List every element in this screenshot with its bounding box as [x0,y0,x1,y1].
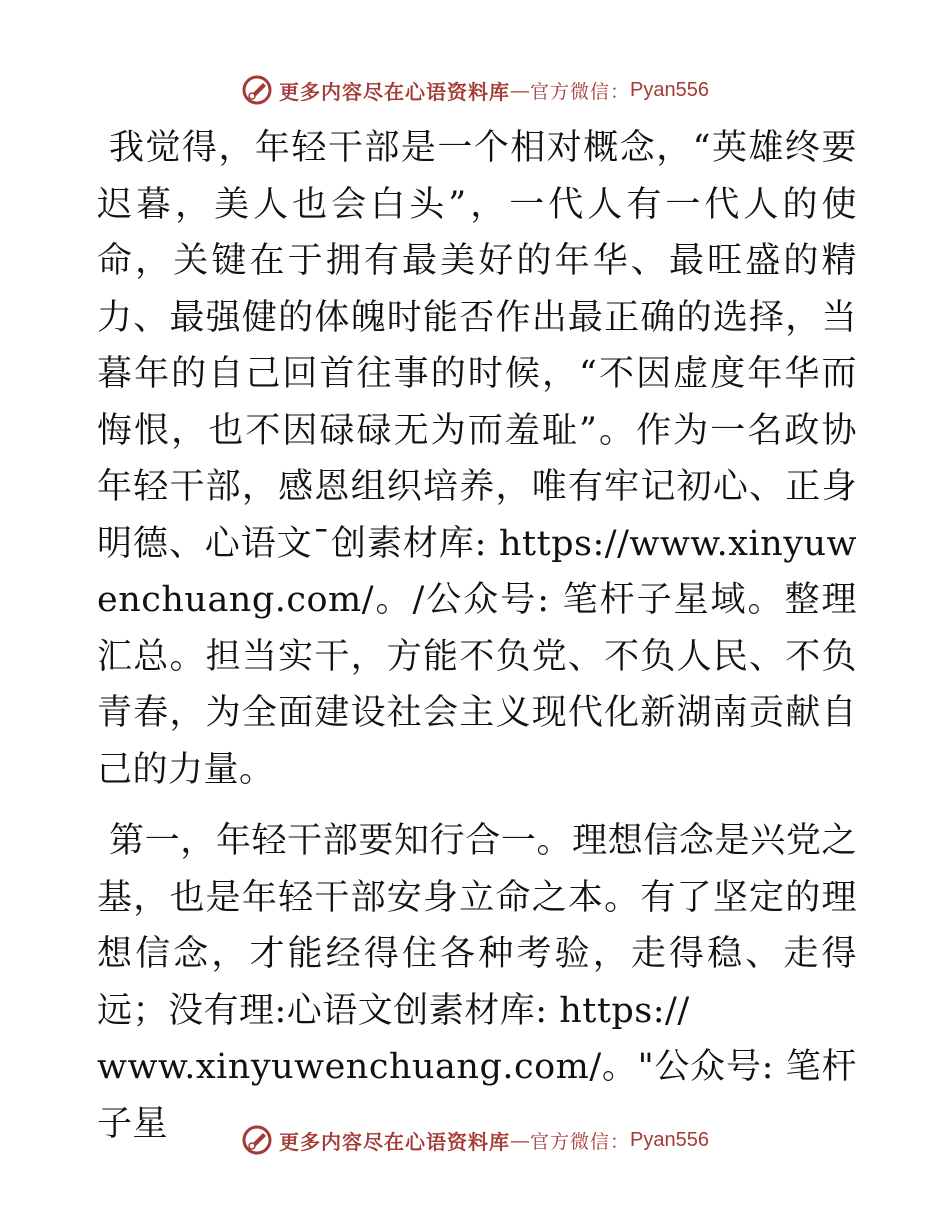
header-wechat-label: 官方微信： [530,80,631,103]
header-text: 更多内容尽在心语资料库 [279,79,510,104]
header-separator: — [510,78,530,102]
header-wechat-id: Pyan556 [630,78,709,101]
circle-brush-logo-icon [241,1124,273,1156]
paragraph-1: 我觉得，年轻干部是一个相对概念，“英雄终要迟暮，美人也会白头”，一代人有一代人的使命，关键在于拥有最美好的年华、最旺盛的精力、最强健的体魄时能否作出最正确的选择，当暮年的自己回首往事的时候，“不因虚度年华而悔恨，也不因碌碌无为而羞耻”。作为一名政协年轻干部，感恩组织培养，唯有牢记初心、正身明德、心语文¯创素材库: https://www.xinyuwenchuang.com/。/公众号: 笔杆子星域。整理汇总。担当实干，方能不负党、不负人民、不负青春，为全面建设社会主义现代化新湖南贡献自己的力量。 [97,128,857,790]
footer-wechat-id: Pyan556 [630,1128,709,1151]
footer-banner [0,1120,950,1160]
footer-text: 更多内容尽在心语资料库 [279,1129,510,1154]
header-banner [0,70,950,110]
document-body [97,120,857,1152]
circle-brush-logo-icon [241,74,273,106]
footer-wechat-label: 官方微信： [530,1130,631,1153]
paragraph-2 [97,813,857,1152]
paragraph-2-text: 第一，年轻干部要知行合一。理想信念是兴党之基，也是年轻干部安身立命之本。有了坚定的理想信念，才能经得住各种考验，走得稳、走得远；没有理:心语文创素材库: https:// www.xinyuwenchuang.com/。"公众号: 笔杆子星 [97,821,857,1144]
footer-separator: — [510,1128,530,1152]
